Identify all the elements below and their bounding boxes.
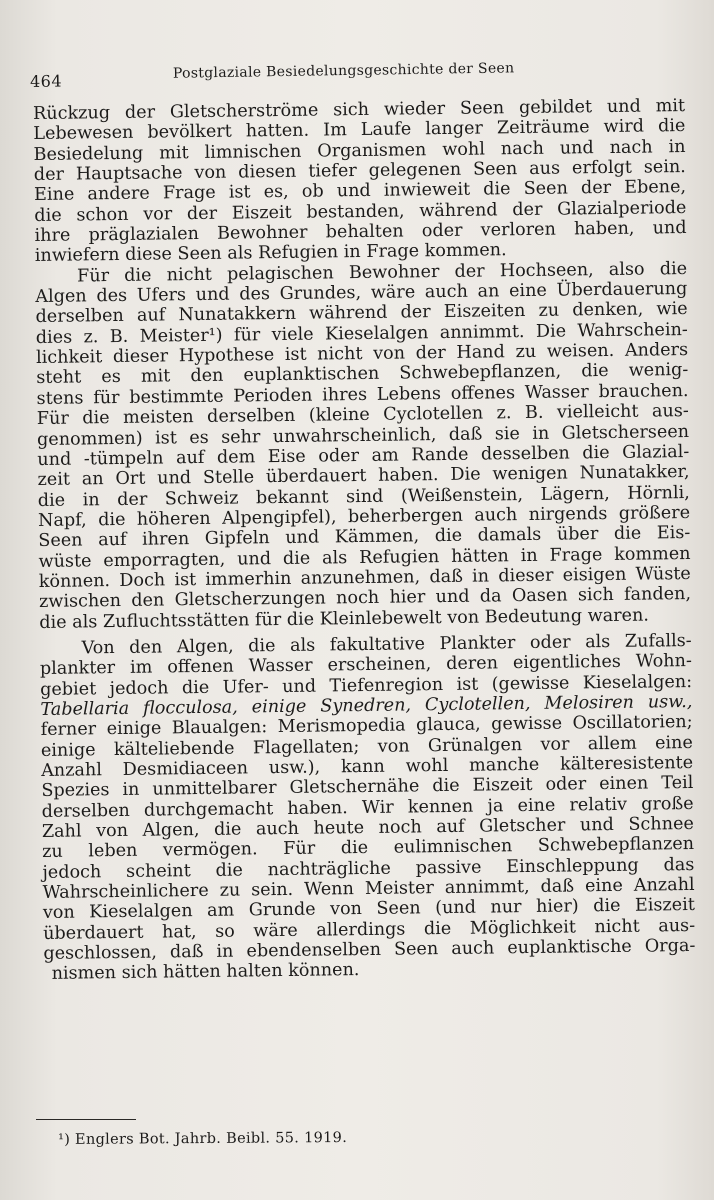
text-line: Anzahl Desmidiaceen usw.), kann wohl manche kälteresistente xyxy=(41,752,694,781)
text-line: derselben durchgemacht haben. Wir kennen ja eine relativ große xyxy=(41,793,694,822)
text-line: gebiet jedoch die Ufer- und Tiefenregion ist (gewisse Kieselalgen: xyxy=(40,671,693,700)
text-line: von Kieselalgen am Grunde von Seen (und nur hier) die Eiszeit xyxy=(42,895,695,924)
paragraph-1 xyxy=(33,96,687,267)
text-line: zeit an Ort und Stelle überdauert haben. Die wenigen Nunatakker, xyxy=(37,462,690,491)
text-line: plankter im offenen Wasser erscheinen, deren eigentliches Wohn- xyxy=(39,651,692,680)
text-line: stens für bestimmte Perioden ihres Lebens offenes Wasser brauchen. xyxy=(36,380,689,409)
text-line: Eine andere Frage ist es, ob und inwieweit die Seen der Ebene, xyxy=(33,177,687,206)
text-line: Napf, die höheren Alpengipfel), beherbergen auch nirgends größere xyxy=(37,502,691,531)
text-line: die in der Schweiz bekannt sind (Weißenstein, Lägern, Hörnli, xyxy=(37,482,690,511)
text-line: dies z. B. Meister¹) für viele Kieselalgen annimmt. Die Wahrschein- xyxy=(35,319,688,348)
page-header xyxy=(30,56,670,92)
paragraph-3 xyxy=(40,631,696,985)
text-line: einige kälteliebende Flagellaten; von Grünalgen vor allem eine xyxy=(40,732,693,761)
text-line: Seen auf ihren Gipfeln und Kämmen, die damals über die Eis- xyxy=(38,523,691,552)
text-line: Wahrscheinlichere zu sein. Wenn Meister annimmt, daß eine Anzahl xyxy=(42,875,695,904)
running-title: Postglaziale Besiedelungsgeschichte der Seen xyxy=(172,60,515,82)
text-line: Spezies in unmittelbarer Gletschernähe die Eiszeit oder einen Teil xyxy=(41,773,694,802)
text-line: Lebewesen bevölkert hatten. Im Laufe langer Zeiträume wird die xyxy=(33,116,686,145)
text-line: Besiedelung mit limnischen Organismen wohl nach und nach in xyxy=(33,136,686,165)
text-line: können. Doch ist immerhin anzunehmen, daß in dieser eisigen Wüste xyxy=(38,563,691,592)
text-line: jedoch scheint die nachträgliche passive Einschleppung das xyxy=(42,854,695,883)
text-line: nismen sich hätten halten können. xyxy=(51,960,360,985)
text-line: die als Zufluchtsstätten für die Kleinlebewelt von Bedeutung waren. xyxy=(39,605,650,633)
text-line: wüste emporragten, und die als Refugien hätten in Frage kommen xyxy=(38,543,691,572)
text-line: Von den Algen, die als fakultative Plankter oder als Zufalls- xyxy=(81,630,692,659)
text-line: inwiefern diese Seen als Refugien in Frage kommen. xyxy=(34,240,507,267)
text-line: ihre präglazialen Bewohner behalten oder verloren haben, und xyxy=(34,218,687,247)
text-line: zu leben vermögen. Für die eulimnischen Schwebepflanzen xyxy=(42,834,695,863)
text-line: ferner einige Blaualgen: Merismopedia glauca, gewisse Oscillatorien; xyxy=(40,712,693,741)
text-line: der Hauptsache von diesen tiefer gelegenen Seen aus erfolgt sein. xyxy=(33,157,686,186)
text-line: derselben auf Nunatakkern während der Eiszeiten zu denken, wie xyxy=(35,299,688,328)
paragraph-2 xyxy=(35,259,691,633)
text-line: lichkeit dieser Hypothese ist nicht von der Hand zu weisen. Anders xyxy=(35,340,689,369)
text-line: geschlossen, daß in ebendenselben Seen auch euplanktische Orga- xyxy=(43,936,696,965)
text-line: steht es mit den euplanktischen Schwebepflanzen, die wenig- xyxy=(36,360,689,389)
text-line: Rückzug der Gletscherströme sich wieder Seen gebildet und mit xyxy=(33,96,686,124)
text-line: Tabellaria flocculosa, einige Synedren, Cyclotellen, Melosiren usw., xyxy=(40,691,693,720)
text-line: genommen) ist es sehr unwahrscheinlich, daß sie in Gletscherseen xyxy=(36,421,690,450)
text-line: Für die meisten derselben (kleine Cyclotellen z. B. vielleicht aus- xyxy=(36,401,689,430)
text-line: Für die nicht pelagischen Bewohner der Hochseen, also die xyxy=(76,258,688,287)
text-line: Zahl von Algen, die auch heute noch auf Gletscher und Schnee xyxy=(41,814,694,842)
text-line: die schon vor der Eiszeit bestanden, während der Glazialperiode xyxy=(34,197,687,226)
text-line: zwischen den Gletscherzungen noch hier und da Oasen sich fanden, xyxy=(38,584,692,613)
text-line: und -tümpeln auf dem Eise oder am Rande desselben die Glazial- xyxy=(37,441,690,470)
text-line: Algen des Ufers und des Grundes, wäre auch an eine Überdauerung xyxy=(35,279,688,308)
page-number: 464 xyxy=(29,71,63,91)
text-line: überdauert hat, so wäre allerdings die Möglichkeit nicht aus- xyxy=(43,915,696,944)
footnote-divider xyxy=(36,1119,136,1120)
body-text xyxy=(33,96,696,985)
footnote: ¹) Englers Bot. Jahrb. Beibl. 55. 1919. xyxy=(58,1129,348,1148)
